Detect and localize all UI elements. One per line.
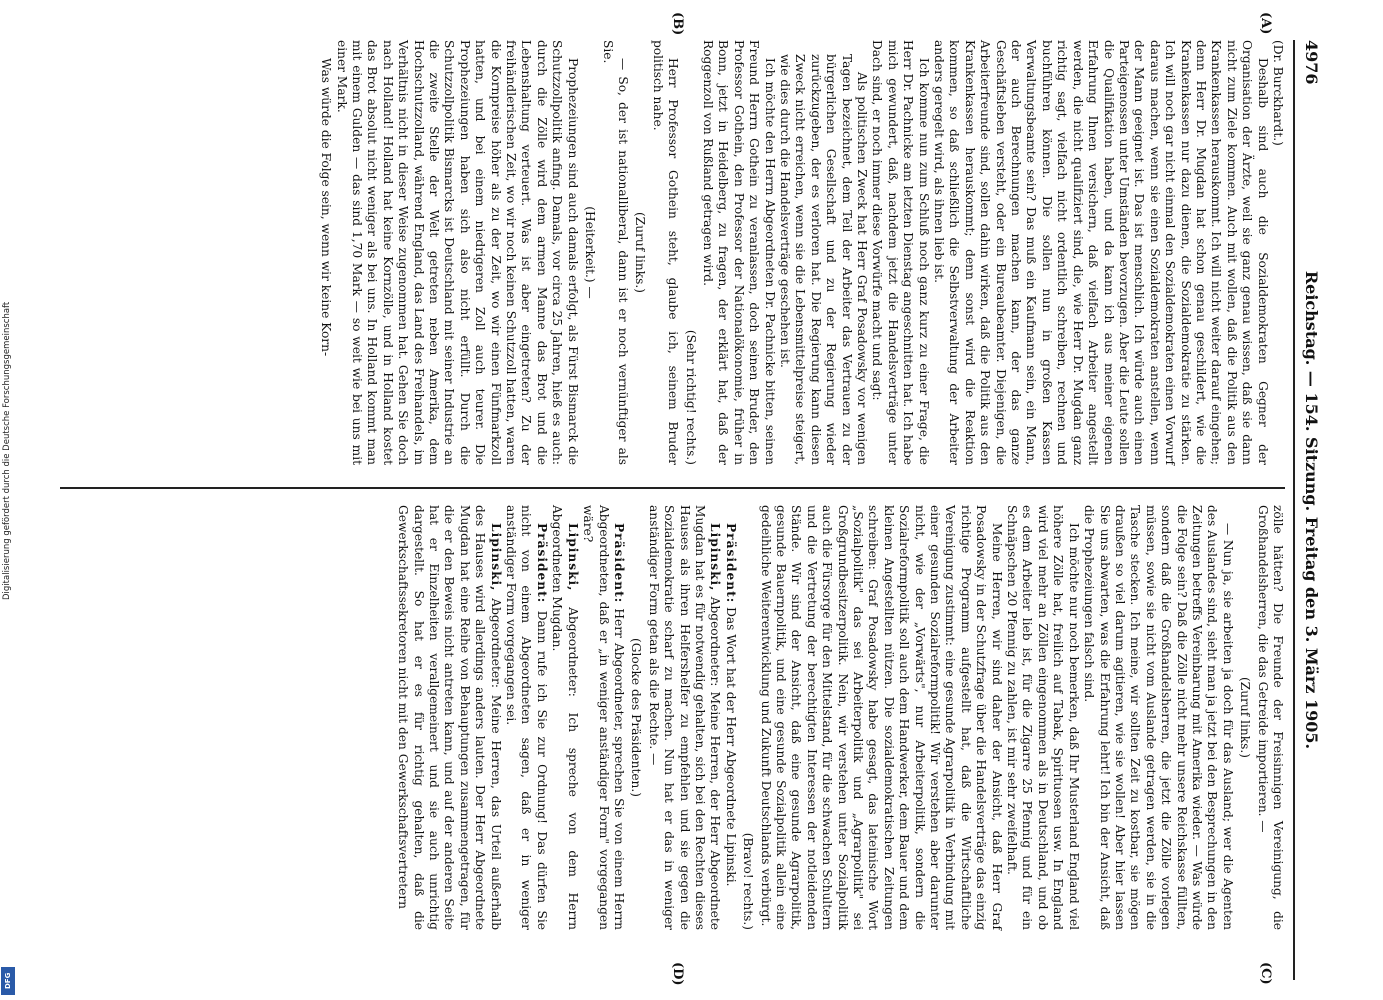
speaker-president: Präsident: [534,523,549,604]
speaker-lipinski: Lipinski, [708,523,723,592]
paragraph: Deshalb sind auch die Sozialdemokraten Gegner der Organisation der Ärzte, weil sie ganz genau wissen, daß sie dann nicht zum Ziele kommen. Auch mit wollen, daß die Politik aus den Krankenkassen herauskommt. Ich will nicht weiter darauf eingehen; denn Herr Dr. Mugdan hat schon genau geschildert, wie die Krankenkassen nur dazu dienen, die Sozialdemokratie zu stärken. Ich will noch gar nicht einmal den Sozialdemokraten einen Vorwurf daraus machen, wenn sie einen Sozialdemokraten anstellen, wenn der Mann geeignet ist. Das ist menschlich. Ich würde auch einen Parteigenossen unter Umständen bevorzugen. Aber die Leute sollen die Qualifikation haben, und da kann ich aus meiner eigenen Erfahrung Ihnen versichern, daß vielfach Arbeiter angestellt werden, die nicht qualifiziert sind, die, wie Herr Dr. Mugdan ganz richtig sagt, vielfach nicht ordentlich schreiben, rechnen und buchführen können. Die sollen nun in großen Kassen Verwaltungsbeamte sein? Das muß ein Kaufmann sein, ein Mann, der auch Berechnungen machen kann, der das ganze Geschäftsleben versteht, oder ein Bureaubeamter. Diejenigen, die Arbeiterfreunde sind, sollen dahin wirken, daß die Politik aus den Krankenkassen herauskommt; denn sonst wird die Reaktion kommen, so daß schließlich die Selbstverwaltung der Arbeiter anders geregelt wird, als ihnen lieb ist. [932,40,1270,465]
speaker-tag: (Dr. Burckhardt.) [1271,40,1285,146]
header-rule [1293,40,1295,980]
interjection: (Glocke des Präsidenten.) [629,637,644,798]
paragraph: Ich komme nun zum Schluß noch ganz kurz zu einer Frage, die Herr Dr. Pachnicke am letzten Dienstag angeschnitten hat. Ich habe mich gewundert, daß, nachdem jetzt die Handelsverträge unter Dach sind, er noch immer diese Vorwürfe macht und sagt: [870,40,931,465]
speech: Abgeordneter: Meine Herren, der Herr Abgeordnete Mugdan hat es für notwendig gehalten, sich bei den Rechten dieses Hauses als ihren Helfershelfer zu empfehlen und sie gegen die Sozialdemokratie scharf zu machen. Nun hat er das in weniger anständiger Form getan als die Rechte. — [646,505,723,930]
speech: Das Wort hat der Herr Abgeordnete Lipinski. [723,607,738,887]
speech: Abgeordneter: Meine Herren, das Urteil außerhalb des Hauses wird allerdings anders lauten. Der Herr Abgeordnete Mugdan hat eine Reihe von Behauptungen zusammengetragen, für die er den Beweis nicht antreten kann, und auf der anderen Seite hat er Einzelheiten verallgemeinert und sie auch unrichtig dargestellt. So hat er es für richtig gehalten, daß die Gewerkschaftssekretoren nicht mit den Gewerkschaftsvertretern [396,505,503,930]
speech: Abgeordneter: Ich spreche von dem Herrn Abgeordneten Mugdan. [550,505,580,931]
speaker-lipinski: Lipinski, [565,523,580,592]
left-column [318,40,1285,465]
paragraph: — So, der ist nationalliberal, dann ist er noch vernünftiger als Sie. [600,40,630,465]
margin-mark-a: (A) [1258,12,1273,35]
page-number: 4976 [1302,40,1321,85]
right-column [395,505,1285,930]
interjection: (Heiterkeit.) — [583,206,598,299]
rotated-page [55,12,1325,986]
margin-mark-b: (B) [670,12,685,36]
page-header [1295,40,1325,980]
paragraph: — Nun ja, sie arbeiten ja doch für das Ausland; wer die Agenten des Auslandes sind, sieht man ja jetzt bei den Besprechungen in den Zeitungen betreffs Vereinbarung mit Amerika wieder. — Was würde die Folge sein? Daß die Zölle nicht mehr unsere Reichskasse füllten, sondern daß die Großhandelsherren, die jetzt die Zölle vorlegen müssen, sowie sie nicht vom Auslande getragen werden, sie in die Tasche stecken. Ich meine, wir sollten Zeit zu kostbar, sie mögen draußen so viel darum agitieren, wie sie wollen! Aber hier lassen Sie uns abwarten, was die Erfahrung lehrt! Ich bin der Ansicht, daß die Prophezeiungen falsch sind. [1082,505,1235,930]
speech: Herr Abgeordneter, sprechen Sie von einem Herrn Abgeordneten, daß er „in weniger anständiger Form" vorgegangen wäre? [581,505,626,930]
speaker-president: Präsident: [611,523,626,604]
paragraph: Prophezeiungen sind auch damals erfolgt, als Fürst Bismarck die Schutzzollpolitik anfing. Damals, vor circa 25 Jahren, hieß es auch: durch die Zölle wird dem armen Manne das Brot und die Lebenshaltung verteuert. Was ist aber eingetreten? Zu der freihändlerischen Zeit, wo wir noch keinen Schutzzoll hatten, waren die Kornpreise höher als zu der Zeit, wo wir einen Fünfmarkzoll hatten, und bei einem niedrigeren Zoll auch teurer. Die Prophezeiungen haben sich also nicht erfüllt. Durch die Schutzzollpolitik Bismarcks ist Deutschland mit seiner Industrie an die zweite Stelle der Welt getreten neben Amerika, dem Hochschutzzolland, während England, das Land des Freihandels, im Verhältnis nicht in dieser Weise zugenommen hat. Gehen Sie doch nach Holland! Holland hat keine Kornzölle, und in Holland kostet das Brot absolut nicht weniger als bei uns. In Holland kommt man mit einem Gulden — das sind 1,70 Mark — so weit wie bei uns mit einer Mark. [334,40,580,465]
paragraph: Ich möchte den Herrn Abgeordneten Dr. Pachnicke bitten, seinen Freund Herrn Gothein zu veranlassen, doch seinen Bruder, den Professor Gothein, den Professor der Nationalökonomie, früher in Bonn, jetzt in Heidelberg, zu fragen, der erklärt hat, daß der Roggenzoll von Rußland getragen wird. [700,40,777,465]
paragraph: Was würde die Folge sein, wenn wir keine Korn- [319,58,334,357]
column-divider [60,487,1285,489]
interjection: (Zuruf links.) [1238,676,1253,759]
paragraph: Ich möchte nur noch bemerken, daß Ihr Musterland England viel höhere Zölle hat, freilich auf Tabak, Spirituosen usw. In England wird viel mehr an Zöllen eingenommen als in Deutschland, und ob es dem Arbeiter lieb ist, für die Zigarre 25 Pfennig und für ein Schnäpschen 20 Pfennig zu zahlen, ist mir sehr zweifelhaft. [1005,505,1081,930]
interjection: (Sehr richtig! rechts.) [683,329,698,465]
speech: Dann rufe ich Sie zur Ordnung! Das dürfen Sie nicht von einem Abgeordneten sagen, daß er in weniger anständiger Form vorgegangen sei. [504,505,549,930]
interjection: (Bravo! rechts.) [741,832,756,930]
running-head: Reichstag. — 154. Sitzung. Freitag den 3. März 1905. [1302,270,1321,750]
paragraph: Herr Professor Gothein steht, glaube ich, seinem Bruder politisch nahe. [650,40,681,465]
speaker-lipinski: Lipinski, [488,523,503,592]
margin-mark-d: (D) [670,962,685,986]
interjection: (Zuruf links.) [633,211,648,294]
digitization-credit: Digitalisierung gefördert durch die Deutsche Forschungsgemeinschaft [2,301,12,600]
paragraph: zölle hätten? Die Freunde der Freisinnigen Vereinigung, die Großhandelsherren, die das Getreide importieren. — [1255,505,1285,930]
paragraph: Meine Herren, wir sind daher der Ansicht, daß Herr Graf Posadowsky in der Schutzfrage über die Handelsverträge das einzig richtige Programm aufgestellt hat, daß die Wirtschaftliche Vereinigung zustimmt: eine gesunde Agrarpolitik in Verbindung mit einer gesunden Sozialreformpolitik! Wir verstehen aber darunter nicht, wie der „Vorwärts", nur Arbeiterpolitik, sondern die Sozialreformpolitik soll auch dem Handwerker, dem Bauer und dem kleinen Angestellten nützen. Die sozialdemokratischen Zeitungen schreiben: Graf Posadowsky habe gesagt, das lateinische Wort „Sozialpolitik" das sei Arbeiterpolitik und „Agrarpolitik" sei Großgrundbesitzerpolitik. Nein, wir verstehen unter Sozialpolitik auch die Fürsorge für den Mittelstand, für die schwachen Schultern und die Vertretung der berechtigten Interessen der notleidenden Stände. Wir sind der Ansicht, daß eine gesunde Agrarpolitik, gesunde Bauernpolitik, und eine gesunde Sozialpolitik allein eine gedeihliche Weiterentwicklung und Zukunft Deutschlands verbürgt. [758,505,1004,930]
quotation: Als politischen Zweck hat Herr Graf Posadowsky vor wenigen Tagen bezeichnet, dem Teil der Arbeiter das Vertrauen zu der bürgerlichen Gesellschaft und zu der Regierung wieder zurückzugeben, der es verloren hat. Die Regierung kann diesen Zweck nicht erreichen, wenn sie die Lebensmittelpreise steigert, wie dies durch die Handelsverträge geschehen ist. [778,54,870,465]
margin-mark-c: (C) [1258,962,1273,985]
speaker-president: Präsident: [723,523,738,604]
dfg-logo: DFG [1,967,15,995]
